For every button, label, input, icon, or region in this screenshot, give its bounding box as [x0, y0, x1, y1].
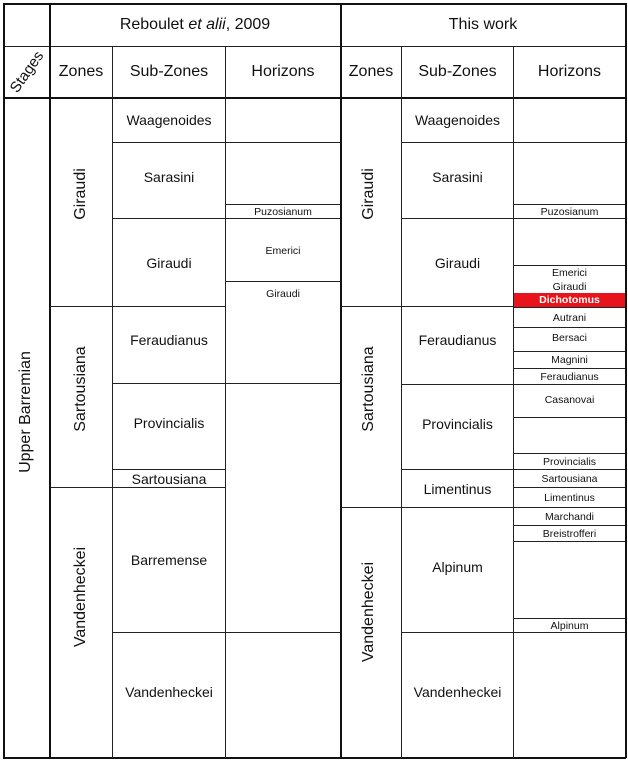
horizon-label: Puzosianum: [540, 206, 599, 218]
subzone-label: Feraudianus: [418, 332, 497, 348]
zones-header: Zones: [58, 63, 104, 80]
subzone-label: Vandenheckei: [125, 684, 213, 700]
horizon-line: [513, 417, 626, 418]
reference-etal: et alii: [188, 16, 226, 33]
this-work-header: This work: [448, 16, 518, 33]
subzone-label: Sarasini: [432, 169, 483, 185]
subzone-label: Giraudi: [434, 254, 481, 271]
table-border-bottom: [3, 757, 626, 759]
subzone-label: Barremense: [130, 552, 208, 568]
work-divider: [340, 3, 342, 758]
column-divider: [225, 46, 226, 758]
horizons-header: Horizons: [251, 63, 315, 80]
zone-label: Vandenheckei: [360, 561, 377, 663]
horizon-label: Giraudi: [552, 280, 587, 293]
horizon-label: Alpinum: [550, 620, 589, 632]
subzone-label: Alpinum: [432, 559, 483, 575]
stages-divider: [49, 3, 51, 758]
table-border-left: [3, 3, 5, 758]
horizon-label: Provincialis: [542, 455, 597, 468]
subzone-label: Vandenheckei: [413, 684, 502, 700]
horizon-label: Marchandi: [544, 510, 595, 523]
horizons-header: Horizons: [537, 63, 602, 80]
reference-header: [50, 4, 340, 46]
zone-label: Sartousiana: [72, 346, 89, 432]
subzone-label: Waagenoides: [126, 112, 212, 128]
horizon-label: Limentinus: [544, 491, 595, 504]
reference-author: Reboulet: [119, 16, 184, 33]
horizon-label: Sartousiana: [541, 472, 598, 485]
subzone-label: Feraudianus: [130, 332, 208, 348]
zones-header: Zones: [348, 63, 394, 80]
horizon-label: Bersaci: [551, 331, 587, 344]
subzone-label: Provincialis: [422, 416, 493, 432]
horizon-label: Autrani: [552, 311, 587, 324]
subzone-label: Sarasini: [143, 169, 195, 185]
horizon-label: Breistrofferi: [542, 527, 597, 540]
horizon-label: Feraudianus: [540, 371, 599, 383]
horizon-line: [513, 541, 626, 542]
horizon-label: Giraudi: [266, 288, 300, 300]
subzone-label: Limentinus: [423, 480, 492, 497]
horizon-label-highlight: Dichotomus: [539, 294, 600, 306]
subzone-label: Sartousiana: [131, 470, 207, 487]
subzone-label: Waagenoides: [414, 112, 501, 128]
reference-year: , 2009: [225, 16, 271, 33]
horizon-label: Emerici: [265, 245, 301, 257]
subzone-label: Provincialis: [133, 415, 205, 431]
subzones-header: Sub-Zones: [418, 63, 497, 80]
zone-label: Vandenheckei: [72, 546, 89, 648]
stage-label: Upper Barremian: [17, 351, 34, 473]
subzones-header: Sub-Zones: [129, 63, 209, 80]
stages-header: Stages: [6, 47, 48, 97]
horizon-label: Magnini: [551, 354, 588, 366]
zone-label: Giraudi: [72, 168, 89, 220]
table-border-right: [625, 3, 627, 758]
zone-label: Giraudi: [360, 168, 377, 220]
horizon-label: Puzosianum: [254, 206, 312, 218]
horizon-label: Casanovai: [544, 394, 595, 406]
column-header-divider: [3, 97, 626, 99]
subzone-label: Giraudi: [146, 254, 192, 271]
zone-label: Sartousiana: [360, 346, 377, 432]
horizon-label: Emerici: [551, 267, 587, 279]
